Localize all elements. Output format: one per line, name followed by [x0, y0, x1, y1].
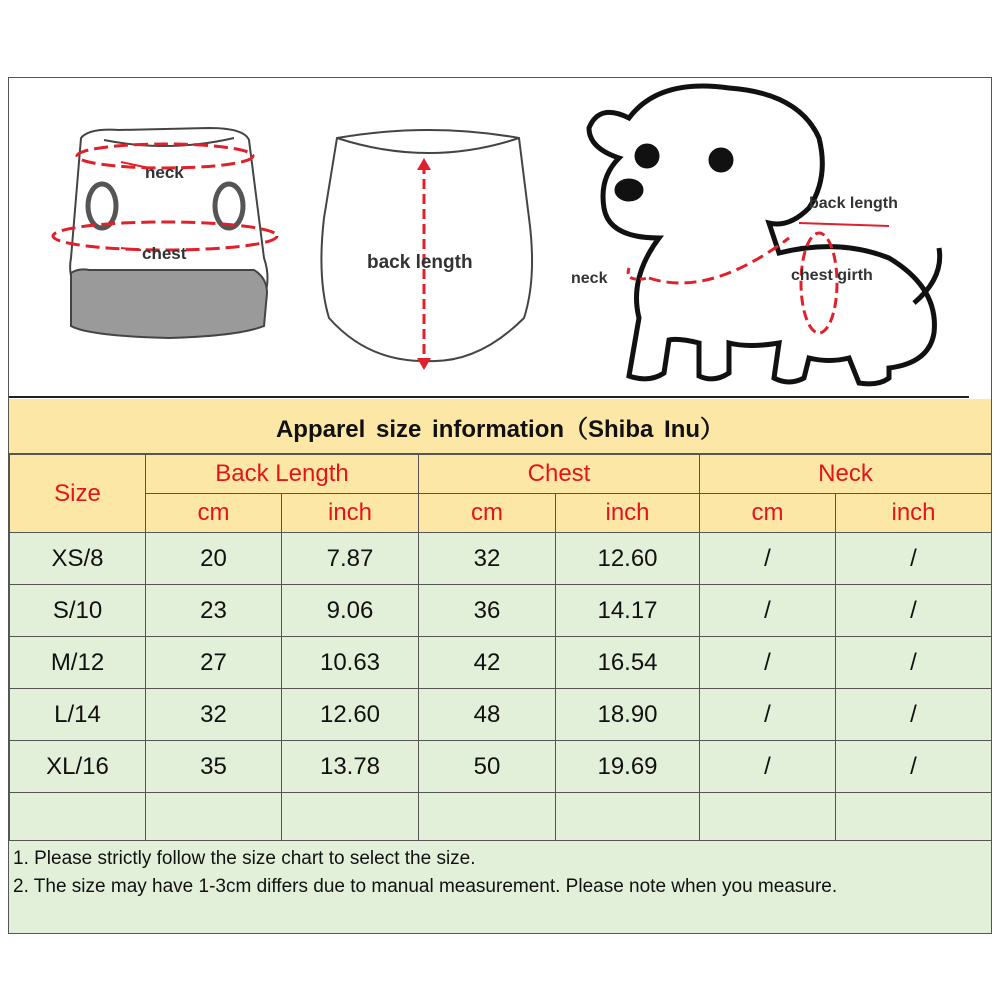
table-cell: /: [700, 533, 836, 585]
group-header-back-length: Back Length: [146, 455, 419, 494]
dog-chest-girth-label: chest girth: [791, 267, 873, 284]
dog-neck-label: neck: [571, 270, 608, 287]
table-cell-empty: [282, 793, 419, 844]
notes-section: [9, 840, 991, 933]
garment-back-icon: [321, 130, 532, 370]
page-title: Apparel size information（Shiba Inu）: [9, 399, 991, 454]
dog-back-length-label: back length: [809, 195, 898, 212]
table-cell: 12.60: [282, 689, 419, 741]
unit-header: inch: [282, 494, 419, 533]
table-cell: 9.06: [282, 585, 419, 637]
table-cell: XL/16: [10, 741, 146, 793]
table-cell: /: [700, 741, 836, 793]
size-table: [9, 454, 992, 844]
group-header-chest: Chest: [419, 455, 700, 494]
table-cell: /: [836, 533, 992, 585]
front-neck-label: neck: [145, 163, 184, 182]
table-cell: XS/8: [10, 533, 146, 585]
table-cell: 12.60: [556, 533, 700, 585]
table-cell: /: [836, 741, 992, 793]
table-cell-empty: [700, 793, 836, 844]
table-row: [10, 741, 992, 793]
table-cell: /: [700, 585, 836, 637]
table-cell: 35: [146, 741, 282, 793]
size-header: Size: [10, 455, 146, 533]
table-cell: 50: [419, 741, 556, 793]
unit-header: inch: [556, 494, 700, 533]
table-header-row: [10, 455, 992, 494]
table-cell: 32: [146, 689, 282, 741]
table-cell: 14.17: [556, 585, 700, 637]
table-cell: 20: [146, 533, 282, 585]
table-cell: 13.78: [282, 741, 419, 793]
table-cell: 48: [419, 689, 556, 741]
table-cell: /: [836, 689, 992, 741]
unit-header: inch: [836, 494, 992, 533]
garment-front-icon: [53, 128, 277, 338]
note-line: 1. Please strictly follow the size chart to select the size.: [13, 848, 476, 869]
table-cell: 36: [419, 585, 556, 637]
table-cell: 18.90: [556, 689, 700, 741]
table-cell: /: [836, 637, 992, 689]
measurement-illustration: [9, 78, 991, 396]
table-unit-row: [10, 494, 992, 533]
unit-header: cm: [419, 494, 556, 533]
table-row-empty: [10, 793, 992, 844]
table-cell: /: [700, 637, 836, 689]
note-line: 2. The size may have 1-3cm differs due to manual measurement. Please note when you measure.: [13, 876, 838, 897]
table-cell: /: [836, 585, 992, 637]
table-cell-empty: [556, 793, 700, 844]
table-cell: 7.87: [282, 533, 419, 585]
table-cell: S/10: [10, 585, 146, 637]
table-cell: 10.63: [282, 637, 419, 689]
table-cell: 19.69: [556, 741, 700, 793]
table-cell: 32: [419, 533, 556, 585]
table-row: [10, 585, 992, 637]
unit-header: cm: [146, 494, 282, 533]
group-header-neck: Neck: [700, 455, 992, 494]
table-cell: M/12: [10, 637, 146, 689]
front-chest-label: chest: [142, 244, 187, 263]
table-row: [10, 637, 992, 689]
divider-line: [9, 396, 969, 398]
table-cell: /: [700, 689, 836, 741]
table-cell: 23: [146, 585, 282, 637]
illustration-svg: [9, 78, 991, 396]
back-length-label: back length: [367, 252, 473, 273]
table-cell: 27: [146, 637, 282, 689]
table-row: [10, 689, 992, 741]
table-cell-empty: [836, 793, 992, 844]
table-cell-empty: [419, 793, 556, 844]
table-row: [10, 533, 992, 585]
table-cell: 16.54: [556, 637, 700, 689]
unit-header: cm: [700, 494, 836, 533]
table-cell: L/14: [10, 689, 146, 741]
table-cell: 42: [419, 637, 556, 689]
table-cell-empty: [10, 793, 146, 844]
dog-outline-icon: [589, 86, 940, 384]
table-cell-empty: [146, 793, 282, 844]
